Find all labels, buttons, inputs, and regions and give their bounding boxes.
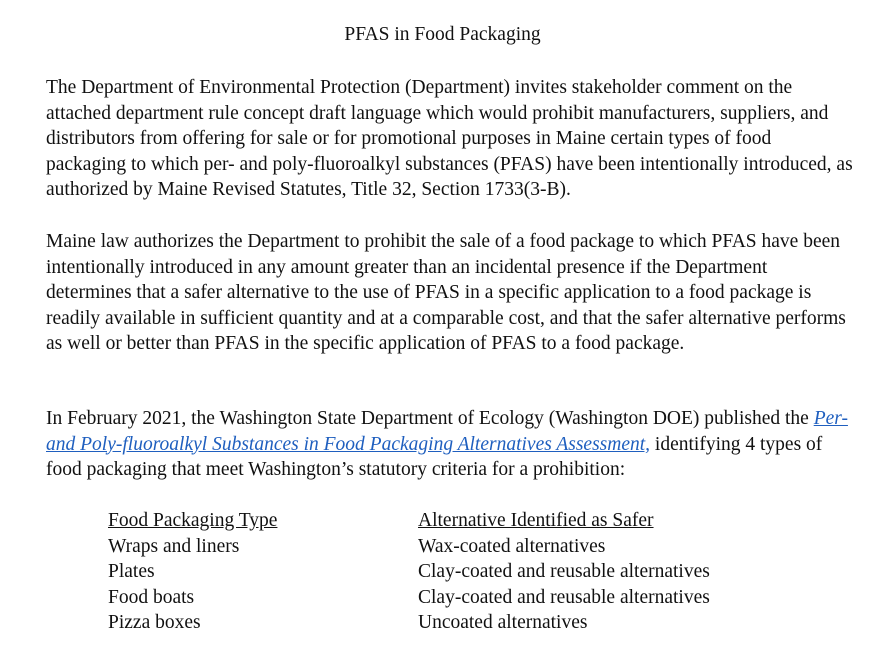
- table-row: [108, 585, 778, 611]
- intro-paragraph: The Department of Environmental Protection (Department) invites stakeholder comment on the attached department rule concept draft language which would prohibit manufacturers, suppliers, and distributors from offering for sale or for promotional purposes in Maine certain types of food packaging to which per- and poly-fluoroalkyl substances (PFAS) have been intentionally introduced, as authorized by Maine Revised Statutes, Title 32, Section 1733(3-B).: [46, 77, 853, 200]
- packaging-type-cell: Plates: [108, 561, 155, 583]
- alternative-cell: Wax-coated alternatives: [418, 535, 606, 557]
- header-food-packaging-type: Food Packaging Type: [108, 510, 278, 531]
- alternatives-assessment-link[interactable]: Per- and Poly-fluoroalkyl Substances in Food Packaging Alternatives Assessment,: [46, 408, 848, 455]
- packaging-alternatives-table: [108, 508, 778, 636]
- table-row: [108, 559, 778, 585]
- packaging-type-cell: Wraps and liners: [108, 535, 240, 557]
- header-alternative-identified: Alternative Identified as Safer: [418, 510, 654, 531]
- document-title: PFAS in Food Packaging: [344, 24, 541, 45]
- alternative-cell: Clay-coated and reusable alternatives: [418, 561, 710, 583]
- paragraph3-before-link: In February 2021, the Washington State Department of Ecology (Washington DOE) published the: [46, 408, 814, 429]
- packaging-type-cell: Pizza boxes: [108, 612, 201, 634]
- washington-doe-paragraph: [46, 406, 856, 483]
- maine-law-paragraph: Maine law authorizes the Department to prohibit the sale of a food package to which PFAS have been intentionally introduced in any amount greater than an incidental presence if the Department determines that a safer alternative to the use of PFAS in a specific application to a food package is readily available in sufficient quantity and at a comparable cost, and that the safer alternative performs as well or better than PFAS in the specific application of PFAS to a food package.: [46, 231, 846, 354]
- alternative-cell: Clay-coated and reusable alternatives: [418, 586, 710, 608]
- table-row: [108, 534, 778, 560]
- alternative-cell: Uncoated alternatives: [418, 612, 588, 634]
- packaging-type-cell: Food boats: [108, 586, 195, 608]
- table-row: [108, 610, 778, 636]
- table-header-row: [108, 508, 778, 534]
- paragraph3-after-link: identifying 4 types of food packaging that meet Washington’s statutory criteria for a prohibition:: [46, 433, 823, 480]
